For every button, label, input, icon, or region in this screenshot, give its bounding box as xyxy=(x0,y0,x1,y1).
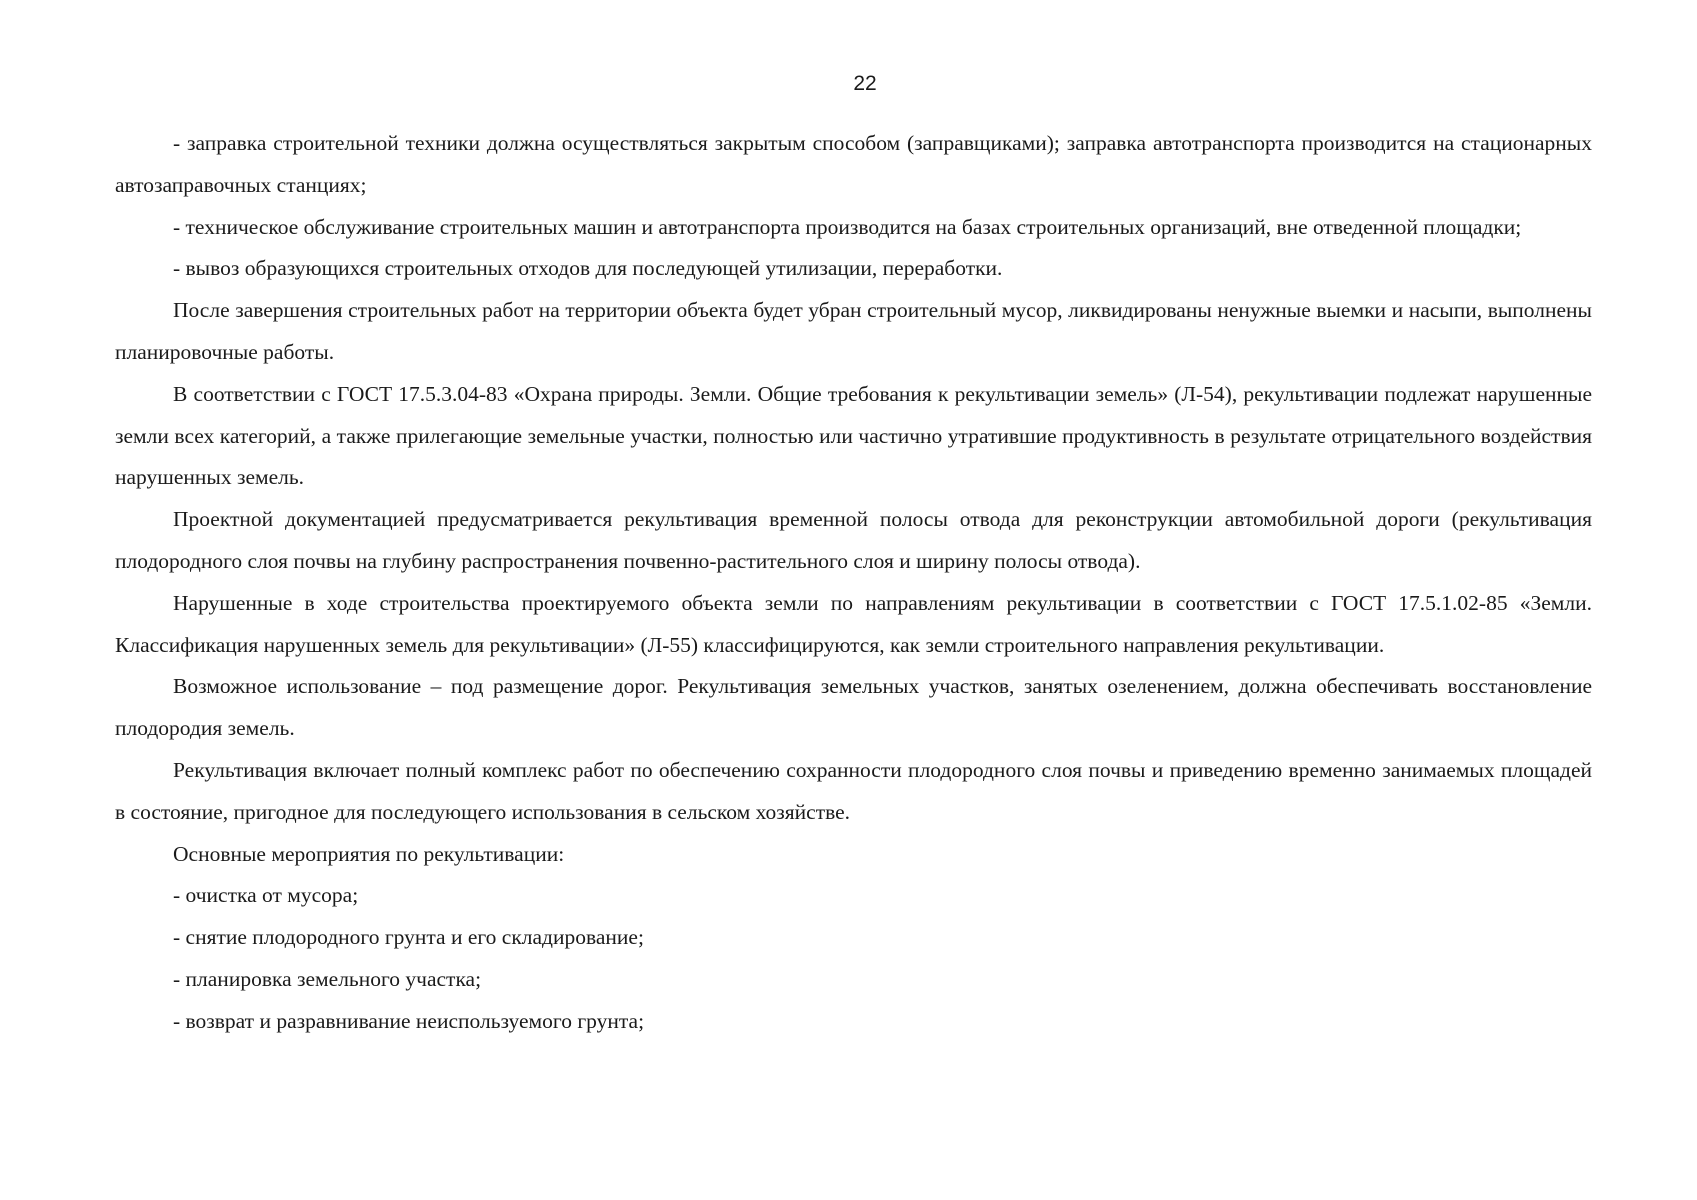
document-body xyxy=(115,123,1592,1043)
list-item-site-planning: - планировка земельного участка; xyxy=(173,966,482,991)
paragraph-after-construction: После завершения строительных работ на территории объекта будет убран строительный мусор, ликвидированы ненужные выемки и насыпи, выполнены планировочные работы. xyxy=(115,298,1592,364)
paragraph-maintenance: - техническое обслуживание строительных машин и автотранспорта производится на базах строительных организаций, вне отведенной площадки; xyxy=(173,214,1522,239)
paragraph-gost-17-5-3-04-83: В соответствии с ГОСТ 17.5.3.04-83 «Охрана природы. Земли. Общие требования к рекультивации земель» (Л-54), рекультивации подлежат нарушенные земли всех категорий, а также прилегающие земельные участки, полностью или частично утратившие продуктивность в результате отрицательного воздействия нарушенных земель. xyxy=(115,381,1592,490)
paragraph-main-measures: Основные мероприятия по рекультивации: xyxy=(173,841,565,866)
page-number: 22 xyxy=(853,72,877,95)
list-item-cleaning: - очистка от мусора; xyxy=(173,883,359,908)
list-item-soil-return: - возврат и разравнивание неиспользуемого грунта; xyxy=(173,1008,645,1033)
paragraph-gost-17-5-1-02-85: Нарушенные в ходе строительства проектируемого объекта земли по направлениям рекультивации в соответствии с ГОСТ 17.5.1.02-85 «Земли. Классификация нарушенных земель для рекультивации» (Л-55) классифицируются, как земли строительного направления рекультивации. xyxy=(115,590,1592,657)
paragraph-reclamation-complex: Рекультивация включает полный комплекс работ по обеспечению сохранности плодородного слоя почвы и приведению временно занимаемых площадей в состояние, пригодное для последующего использования в сельском хозяйстве. xyxy=(115,757,1592,824)
paragraph-waste-removal: - вывоз образующихся строительных отходов для последующей утилизации, переработки. xyxy=(173,256,1003,281)
list-item-topsoil-removal: - снятие плодородного грунта и его складирование; xyxy=(173,925,644,950)
paragraph-refueling: - заправка строительной техники должна осуществляться закрытым способом (заправщиками); заправка автотранспорта производится на стационарных автозаправочных станциях; xyxy=(115,131,1592,197)
paragraph-project-documentation: Проектной документацией предусматривается рекультивация временной полосы отвода для реконструкции автомобильной дороги (рекультивация плодородного слоя почвы на глубину распространения почвенно-растительного слоя и ширину полосы отвода). xyxy=(115,507,1592,573)
paragraph-possible-use: Возможное использование – под размещение дорог. Рекультивация земельных участков, занятых озеленением, должна обеспечивать восстановление плодородия земель. xyxy=(115,674,1592,741)
